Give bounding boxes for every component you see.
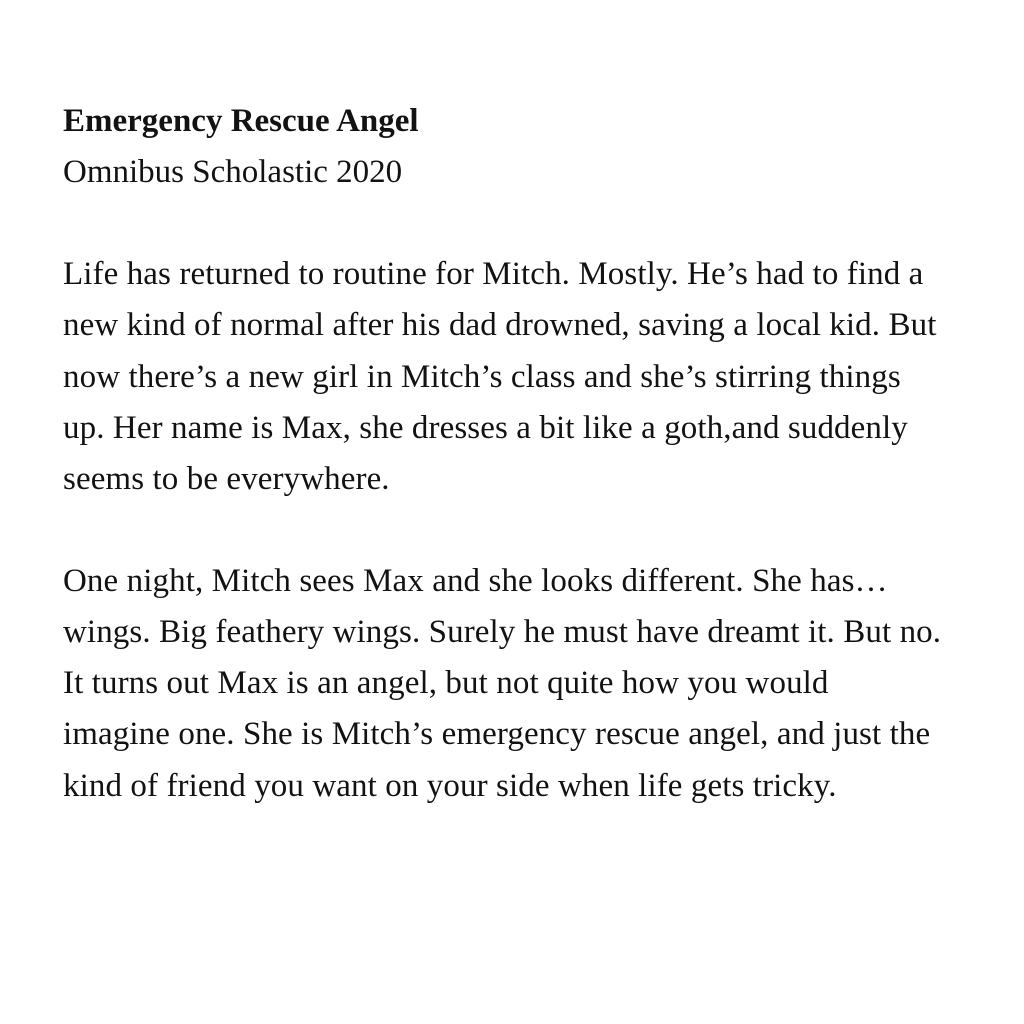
paragraph-synopsis-1: Life has returned to routine for Mitch. Mostly. He’s had to find a new kind of normal after his dad drowned, saving a local kid. But now there’s a new girl in Mitch’s class and she’s stirring things up. Her name is Max, she dresses a bit like a goth,and suddenly seems to be everywhere. xyxy=(63,256,937,497)
paragraph-synopsis-2: One night, Mitch sees Max and she looks different. She has… wings. Big feathery wings. Surely he must have dreamt it. But no. It turns out Max is an angel, but not quite how you would imagine one. She is Mitch’s emergency rescue angel, and just the kind of friend you want on your side when life gets tricky. xyxy=(63,562,942,804)
document-subtitle: Omnibus Scholastic 2020 xyxy=(63,154,403,191)
document-content xyxy=(63,96,943,812)
document-title: Emergency Rescue Angel xyxy=(63,103,419,139)
